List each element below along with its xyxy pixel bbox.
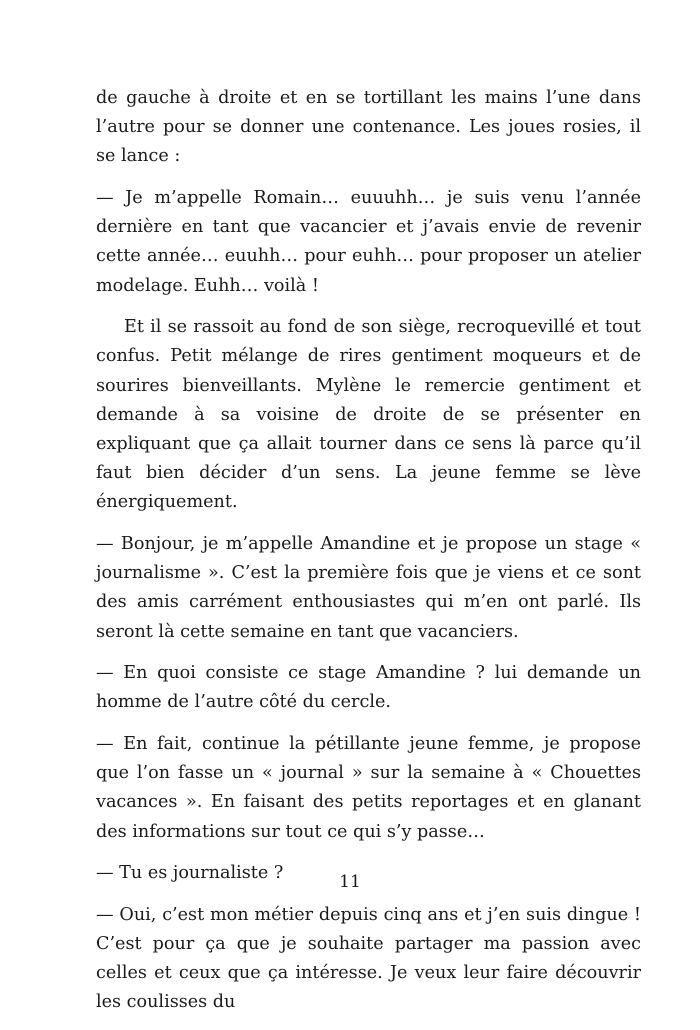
paragraph-6: — En fait, continue la pétillante jeune femme, je propose que l’on fasse un « journal » sur la semaine à « Chouettes vacances ». En faisant des petits reportages et en glanant des informations sur tout ce qui s’y passe… (96, 734, 641, 842)
paragraph-1: de gauche à droite et en se tortillant les mains l’une dans l’autre pour se donner une contenance. Les joues rosies, il se lance : (96, 88, 641, 167)
page-number: 11 (339, 872, 361, 892)
paragraph-5: — En quoi consiste ce stage Amandine ? lui demande un homme de l’autre côté du cercle. (96, 663, 641, 713)
paragraph-2: — Je m’appelle Romain… euuuhh… je suis venu l’année dernière en tant que vacancier et j’avais envie de revenir cette année… euuhh… pour euhh… pour proposer un atelier modelage. Euhh… voilà ! (96, 188, 641, 296)
paragraph-4: — Bonjour, je m’appelle Amandine et je propose un stage « journalisme ». C’est la première fois que je viens et ce sont des amis carrément enthousiastes qui m’en ont parlé. Ils seront là cette semaine en tant que vacanciers. (96, 534, 641, 642)
paragraph-3: Et il se rassoit au fond de son siège, recroquevillé et tout confus. Petit mélange de rires gentiment moqueurs et de sourires bienveillants. Mylène le remercie gentiment et demande à sa voisine de droite de se présenter en expliquant que ça allait tourner dans ce sens là parce qu’il faut bien décider d’un sens. La jeune femme se lève énergiquement. (96, 317, 641, 513)
paragraph-8: — Oui, c’est mon métier depuis cinq ans et j’en suis dingue ! C’est pour ça que je souhaite partager ma passion avec celles et ceux que ça intéresse. Je veux leur faire découvrir les coulisses du (96, 904, 641, 1013)
paragraph-7: — Tu es journaliste ? (96, 863, 284, 884)
